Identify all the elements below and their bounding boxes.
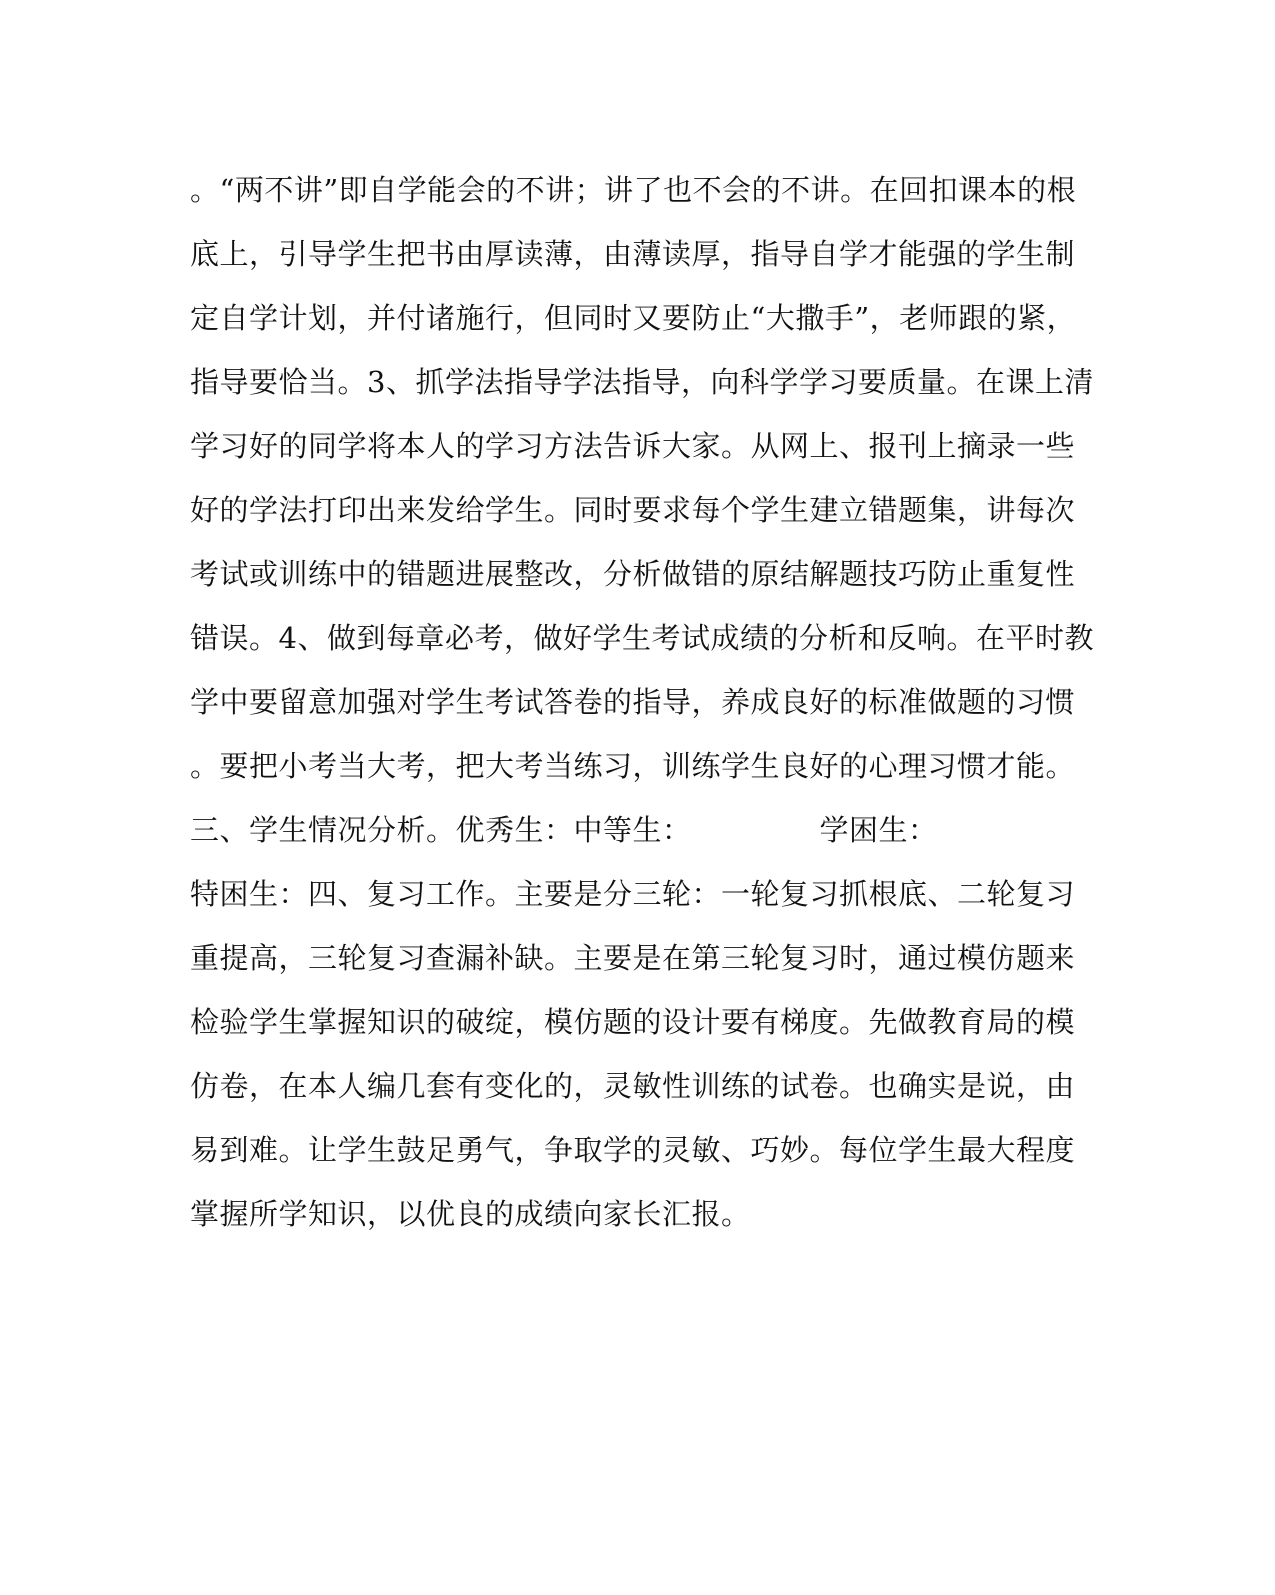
text-line: 检验学生掌握知识的破绽，模仿题的设计要有梯度。先做教育局的模 — [190, 1005, 1076, 1039]
text-line: 错误。4、做到每章必考，做好学生考试成绩的分析和反响。在平时教 — [190, 621, 1094, 655]
text-line: 学习好的同学将本人的学习方法告诉大家。从网上、报刊上摘录一些 — [190, 429, 1076, 463]
text-line: 学中要留意加强对学生考试答卷的指导，养成良好的标准做题的习惯 — [190, 685, 1076, 719]
text-line: 仿卷，在本人编几套有变化的，灵敏性训练的试卷。也确实是说，由 — [190, 1069, 1076, 1103]
text-line: 掌握所学知识，以优良的成绩向家长汇报。 — [190, 1197, 751, 1231]
text-line: 。要把小考当大考，把大考当练习，训练学生良好的心理习惯才能。 — [190, 749, 1076, 783]
student-analysis-line — [190, 798, 1090, 862]
text-line: 易到难。让学生鼓足勇气，争取学的灵敏、巧妙。每位学生最大程度 — [190, 1133, 1076, 1167]
text-line: 特困生：四、复习工作。主要是分三轮：一轮复习抓根底、二轮复习 — [190, 877, 1076, 911]
struggling-students-label: 学困生： — [819, 813, 938, 847]
body-text — [190, 158, 1094, 1246]
text-line: 定自学计划，并付诸施行，但同时又要防止“大撒手”，老师跟的紧， — [190, 301, 1077, 335]
text-line: 考试或训练中的错题进展整改，分析做错的原结解题技巧防止重复性 — [190, 557, 1076, 591]
text-line: 好的学法打印出来发给学生。同时要求每个学生建立错题集，讲每次 — [190, 493, 1076, 527]
text-line: 。“两不讲”即自学能会的不讲；讲了也不会的不讲。在回扣课本的根 — [190, 173, 1077, 207]
text-line: 指导要恰当。3、抓学法指导学法指导，向科学学习要质量。在课上清 — [190, 365, 1094, 399]
text-line: 底上，引导学生把书由厚读薄，由薄读厚，指导自学才能强的学生制 — [190, 237, 1076, 271]
text-line: 重提高，三轮复习查漏补缺。主要是在第三轮复习时，通过模仿题来 — [190, 941, 1076, 975]
student-analysis-label: 三、学生情况分析。优秀生：中等生： — [190, 813, 692, 847]
